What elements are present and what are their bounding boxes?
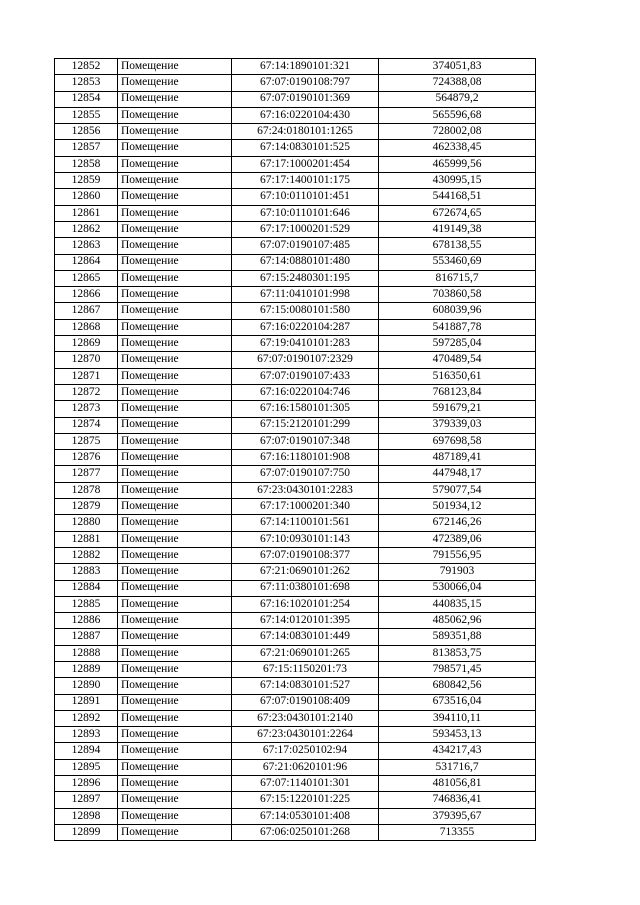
cadastral-number-cell: 67:15:1220101:225 bbox=[232, 792, 379, 808]
cadastral-number-cell: 67:10:0930101:143 bbox=[232, 531, 379, 547]
table-row bbox=[55, 596, 536, 612]
row-number-cell: 12875 bbox=[55, 433, 118, 449]
table-row bbox=[55, 124, 536, 140]
table-row bbox=[55, 401, 536, 417]
object-type-cell: Помещение bbox=[118, 124, 232, 140]
row-number-cell: 12869 bbox=[55, 336, 118, 352]
object-type-cell: Помещение bbox=[118, 824, 232, 840]
table-row bbox=[55, 91, 536, 107]
table-row bbox=[55, 59, 536, 75]
cadastral-value-cell: 487189,41 bbox=[379, 450, 536, 466]
cadastral-value-cell: 589351,88 bbox=[379, 629, 536, 645]
table-row bbox=[55, 238, 536, 254]
cadastral-number-cell: 67:17:1000201:529 bbox=[232, 221, 379, 237]
object-type-cell: Помещение bbox=[118, 189, 232, 205]
object-type-cell: Помещение bbox=[118, 678, 232, 694]
table-row bbox=[55, 270, 536, 286]
row-number-cell: 12864 bbox=[55, 254, 118, 270]
table-row bbox=[55, 645, 536, 661]
object-type-cell: Помещение bbox=[118, 107, 232, 123]
row-number-cell: 12890 bbox=[55, 678, 118, 694]
table-row bbox=[55, 629, 536, 645]
cadastral-value-cell: 728002,08 bbox=[379, 124, 536, 140]
row-number-cell: 12860 bbox=[55, 189, 118, 205]
row-number-cell: 12865 bbox=[55, 270, 118, 286]
cadastral-value-cell: 746836,41 bbox=[379, 792, 536, 808]
cadastral-number-cell: 67:07:0190108:377 bbox=[232, 547, 379, 563]
row-number-cell: 12896 bbox=[55, 776, 118, 792]
cadastral-value-cell: 470489,54 bbox=[379, 352, 536, 368]
object-type-cell: Помещение bbox=[118, 629, 232, 645]
row-number-cell: 12874 bbox=[55, 417, 118, 433]
table-row bbox=[55, 547, 536, 563]
row-number-cell: 12892 bbox=[55, 710, 118, 726]
row-number-cell: 12866 bbox=[55, 287, 118, 303]
object-type-cell: Помещение bbox=[118, 140, 232, 156]
cadastral-number-cell: 67:21:0690101:265 bbox=[232, 645, 379, 661]
cadastral-value-cell: 462338,45 bbox=[379, 140, 536, 156]
row-number-cell: 12881 bbox=[55, 531, 118, 547]
cadastral-value-cell: 791903 bbox=[379, 564, 536, 580]
cadastral-value-cell: 798571,45 bbox=[379, 661, 536, 677]
cadastral-number-cell: 67:21:0620101:96 bbox=[232, 759, 379, 775]
row-number-cell: 12871 bbox=[55, 368, 118, 384]
table-row bbox=[55, 336, 536, 352]
object-type-cell: Помещение bbox=[118, 270, 232, 286]
object-type-cell: Помещение bbox=[118, 547, 232, 563]
table-row bbox=[55, 156, 536, 172]
row-number-cell: 12895 bbox=[55, 759, 118, 775]
object-type-cell: Помещение bbox=[118, 727, 232, 743]
cadastral-number-cell: 67:07:0190108:409 bbox=[232, 694, 379, 710]
cadastral-number-cell: 67:23:0430101:2140 bbox=[232, 710, 379, 726]
row-number-cell: 12897 bbox=[55, 792, 118, 808]
row-number-cell: 12884 bbox=[55, 580, 118, 596]
table-row bbox=[55, 221, 536, 237]
row-number-cell: 12857 bbox=[55, 140, 118, 156]
cadastral-number-cell: 67:16:0220104:746 bbox=[232, 384, 379, 400]
object-type-cell: Помещение bbox=[118, 694, 232, 710]
table-row bbox=[55, 824, 536, 840]
cadastral-number-cell: 67:16:1580101:305 bbox=[232, 401, 379, 417]
table-row bbox=[55, 564, 536, 580]
cadastral-value-cell: 379395,67 bbox=[379, 808, 536, 824]
object-type-cell: Помещение bbox=[118, 466, 232, 482]
row-number-cell: 12894 bbox=[55, 743, 118, 759]
cadastral-value-cell: 713355 bbox=[379, 824, 536, 840]
cadastral-number-cell: 67:23:0430101:2283 bbox=[232, 482, 379, 498]
cadastral-number-cell: 67:14:0830101:525 bbox=[232, 140, 379, 156]
row-number-cell: 12880 bbox=[55, 515, 118, 531]
cadastral-value-cell: 465999,56 bbox=[379, 156, 536, 172]
table-row bbox=[55, 417, 536, 433]
object-type-cell: Помещение bbox=[118, 59, 232, 75]
cadastral-value-cell: 703860,58 bbox=[379, 287, 536, 303]
object-type-cell: Помещение bbox=[118, 75, 232, 91]
cadastral-value-cell: 672146,26 bbox=[379, 515, 536, 531]
object-type-cell: Помещение bbox=[118, 482, 232, 498]
cadastral-value-cell: 447948,17 bbox=[379, 466, 536, 482]
cadastral-number-cell: 67:16:1180101:908 bbox=[232, 450, 379, 466]
cadastral-number-cell: 67:16:0220104:430 bbox=[232, 107, 379, 123]
row-number-cell: 12882 bbox=[55, 547, 118, 563]
object-type-cell: Помещение bbox=[118, 287, 232, 303]
cadastral-number-cell: 67:17:1400101:175 bbox=[232, 173, 379, 189]
object-type-cell: Помещение bbox=[118, 173, 232, 189]
object-type-cell: Помещение bbox=[118, 450, 232, 466]
table-row bbox=[55, 678, 536, 694]
cadastral-value-cell: 816715,7 bbox=[379, 270, 536, 286]
row-number-cell: 12872 bbox=[55, 384, 118, 400]
cadastral-value-cell: 565596,68 bbox=[379, 107, 536, 123]
row-number-cell: 12852 bbox=[55, 59, 118, 75]
table-row bbox=[55, 368, 536, 384]
cadastral-value-cell: 591679,21 bbox=[379, 401, 536, 417]
table-row bbox=[55, 205, 536, 221]
cadastral-value-table bbox=[54, 58, 536, 841]
table-row bbox=[55, 173, 536, 189]
cadastral-value-cell: 678138,55 bbox=[379, 238, 536, 254]
table-row bbox=[55, 499, 536, 515]
table-row bbox=[55, 710, 536, 726]
object-type-cell: Помещение bbox=[118, 221, 232, 237]
row-number-cell: 12893 bbox=[55, 727, 118, 743]
cadastral-number-cell: 67:17:1000201:454 bbox=[232, 156, 379, 172]
cadastral-number-cell: 67:15:1150201:73 bbox=[232, 661, 379, 677]
object-type-cell: Помещение bbox=[118, 401, 232, 417]
cadastral-value-cell: 768123,84 bbox=[379, 384, 536, 400]
table-row bbox=[55, 694, 536, 710]
cadastral-value-cell: 530066,04 bbox=[379, 580, 536, 596]
cadastral-value-cell: 485062,96 bbox=[379, 613, 536, 629]
table-row bbox=[55, 75, 536, 91]
row-number-cell: 12855 bbox=[55, 107, 118, 123]
table-row bbox=[55, 661, 536, 677]
cadastral-number-cell: 67:23:0430101:2264 bbox=[232, 727, 379, 743]
row-number-cell: 12859 bbox=[55, 173, 118, 189]
cadastral-value-cell: 434217,43 bbox=[379, 743, 536, 759]
row-number-cell: 12878 bbox=[55, 482, 118, 498]
table-row bbox=[55, 352, 536, 368]
cadastral-number-cell: 67:11:0380101:698 bbox=[232, 580, 379, 596]
row-number-cell: 12883 bbox=[55, 564, 118, 580]
row-number-cell: 12853 bbox=[55, 75, 118, 91]
cadastral-value-cell: 419149,38 bbox=[379, 221, 536, 237]
cadastral-value-cell: 673516,04 bbox=[379, 694, 536, 710]
cadastral-number-cell: 67:17:0250102:94 bbox=[232, 743, 379, 759]
object-type-cell: Помещение bbox=[118, 156, 232, 172]
table-row bbox=[55, 319, 536, 335]
object-type-cell: Помещение bbox=[118, 91, 232, 107]
object-type-cell: Помещение bbox=[118, 417, 232, 433]
cadastral-number-cell: 67:19:0410101:283 bbox=[232, 336, 379, 352]
table-row bbox=[55, 433, 536, 449]
table-row bbox=[55, 759, 536, 775]
cadastral-value-cell: 531716,7 bbox=[379, 759, 536, 775]
table-row bbox=[55, 303, 536, 319]
table-row bbox=[55, 189, 536, 205]
row-number-cell: 12876 bbox=[55, 450, 118, 466]
row-number-cell: 12854 bbox=[55, 91, 118, 107]
table-row bbox=[55, 776, 536, 792]
cadastral-number-cell: 67:07:0190107:433 bbox=[232, 368, 379, 384]
cadastral-number-cell: 67:14:1890101:321 bbox=[232, 59, 379, 75]
object-type-cell: Помещение bbox=[118, 580, 232, 596]
row-number-cell: 12870 bbox=[55, 352, 118, 368]
row-number-cell: 12858 bbox=[55, 156, 118, 172]
table-row bbox=[55, 466, 536, 482]
cadastral-value-cell: 680842,56 bbox=[379, 678, 536, 694]
cadastral-number-cell: 67:07:0190101:369 bbox=[232, 91, 379, 107]
cadastral-value-cell: 430995,15 bbox=[379, 173, 536, 189]
object-type-cell: Помещение bbox=[118, 319, 232, 335]
cadastral-number-cell: 67:11:0410101:998 bbox=[232, 287, 379, 303]
object-type-cell: Помещение bbox=[118, 499, 232, 515]
table-row bbox=[55, 743, 536, 759]
cadastral-number-cell: 67:10:0110101:451 bbox=[232, 189, 379, 205]
row-number-cell: 12862 bbox=[55, 221, 118, 237]
row-number-cell: 12856 bbox=[55, 124, 118, 140]
table-row bbox=[55, 140, 536, 156]
cadastral-number-cell: 67:16:0220104:287 bbox=[232, 319, 379, 335]
table-row bbox=[55, 515, 536, 531]
row-number-cell: 12889 bbox=[55, 661, 118, 677]
cadastral-number-cell: 67:14:1100101:561 bbox=[232, 515, 379, 531]
table-row bbox=[55, 792, 536, 808]
cadastral-value-cell: 672674,65 bbox=[379, 205, 536, 221]
object-type-cell: Помещение bbox=[118, 759, 232, 775]
table-row bbox=[55, 580, 536, 596]
row-number-cell: 12885 bbox=[55, 596, 118, 612]
cadastral-value-cell: 516350,61 bbox=[379, 368, 536, 384]
object-type-cell: Помещение bbox=[118, 808, 232, 824]
cadastral-number-cell: 67:14:0120101:395 bbox=[232, 613, 379, 629]
row-number-cell: 12891 bbox=[55, 694, 118, 710]
object-type-cell: Помещение bbox=[118, 613, 232, 629]
object-type-cell: Помещение bbox=[118, 596, 232, 612]
row-number-cell: 12863 bbox=[55, 238, 118, 254]
cadastral-number-cell: 67:10:0110101:646 bbox=[232, 205, 379, 221]
table-row bbox=[55, 613, 536, 629]
cadastral-number-cell: 67:24:0180101:1265 bbox=[232, 124, 379, 140]
row-number-cell: 12879 bbox=[55, 499, 118, 515]
row-number-cell: 12899 bbox=[55, 824, 118, 840]
table-row bbox=[55, 254, 536, 270]
table-row bbox=[55, 107, 536, 123]
row-number-cell: 12898 bbox=[55, 808, 118, 824]
cadastral-number-cell: 67:21:0690101:262 bbox=[232, 564, 379, 580]
object-type-cell: Помещение bbox=[118, 645, 232, 661]
cadastral-number-cell: 67:17:1000201:340 bbox=[232, 499, 379, 515]
row-number-cell: 12868 bbox=[55, 319, 118, 335]
object-type-cell: Помещение bbox=[118, 336, 232, 352]
cadastral-number-cell: 67:07:1140101:301 bbox=[232, 776, 379, 792]
cadastral-number-cell: 67:14:0530101:408 bbox=[232, 808, 379, 824]
cadastral-number-cell: 67:14:0830101:527 bbox=[232, 678, 379, 694]
table-row bbox=[55, 531, 536, 547]
cadastral-number-cell: 67:07:0190107:2329 bbox=[232, 352, 379, 368]
table-row bbox=[55, 287, 536, 303]
object-type-cell: Помещение bbox=[118, 384, 232, 400]
object-type-cell: Помещение bbox=[118, 515, 232, 531]
object-type-cell: Помещение bbox=[118, 238, 232, 254]
cadastral-value-cell: 697698,58 bbox=[379, 433, 536, 449]
cadastral-value-cell: 394110,11 bbox=[379, 710, 536, 726]
cadastral-value-cell: 813853,75 bbox=[379, 645, 536, 661]
row-number-cell: 12867 bbox=[55, 303, 118, 319]
row-number-cell: 12888 bbox=[55, 645, 118, 661]
object-type-cell: Помещение bbox=[118, 303, 232, 319]
object-type-cell: Помещение bbox=[118, 710, 232, 726]
cadastral-value-cell: 541887,78 bbox=[379, 319, 536, 335]
cadastral-value-cell: 593453,13 bbox=[379, 727, 536, 743]
cadastral-value-cell: 481056,81 bbox=[379, 776, 536, 792]
object-type-cell: Помещение bbox=[118, 743, 232, 759]
cadastral-number-cell: 67:06:0250101:268 bbox=[232, 824, 379, 840]
table-row bbox=[55, 808, 536, 824]
cadastral-value-cell: 544168,51 bbox=[379, 189, 536, 205]
cadastral-value-cell: 553460,69 bbox=[379, 254, 536, 270]
cadastral-number-cell: 67:16:1020101:254 bbox=[232, 596, 379, 612]
row-number-cell: 12886 bbox=[55, 613, 118, 629]
row-number-cell: 12887 bbox=[55, 629, 118, 645]
table-row bbox=[55, 727, 536, 743]
cadastral-value-cell: 597285,04 bbox=[379, 336, 536, 352]
cadastral-value-cell: 608039,96 bbox=[379, 303, 536, 319]
table-row bbox=[55, 482, 536, 498]
object-type-cell: Помещение bbox=[118, 433, 232, 449]
cadastral-value-cell: 501934,12 bbox=[379, 499, 536, 515]
cadastral-value-cell: 472389,06 bbox=[379, 531, 536, 547]
cadastral-value-cell: 579077,54 bbox=[379, 482, 536, 498]
object-type-cell: Помещение bbox=[118, 254, 232, 270]
cadastral-value-cell: 564879,2 bbox=[379, 91, 536, 107]
row-number-cell: 12877 bbox=[55, 466, 118, 482]
cadastral-number-cell: 67:15:2480301:195 bbox=[232, 270, 379, 286]
cadastral-number-cell: 67:15:2120101:299 bbox=[232, 417, 379, 433]
object-type-cell: Помещение bbox=[118, 661, 232, 677]
table-row bbox=[55, 384, 536, 400]
table-body bbox=[55, 59, 536, 841]
cadastral-value-cell: 724388,08 bbox=[379, 75, 536, 91]
row-number-cell: 12861 bbox=[55, 205, 118, 221]
object-type-cell: Помещение bbox=[118, 776, 232, 792]
object-type-cell: Помещение bbox=[118, 564, 232, 580]
object-type-cell: Помещение bbox=[118, 531, 232, 547]
object-type-cell: Помещение bbox=[118, 205, 232, 221]
cadastral-number-cell: 67:07:0190108:797 bbox=[232, 75, 379, 91]
object-type-cell: Помещение bbox=[118, 368, 232, 384]
cadastral-number-cell: 67:07:0190107:485 bbox=[232, 238, 379, 254]
object-type-cell: Помещение bbox=[118, 352, 232, 368]
row-number-cell: 12873 bbox=[55, 401, 118, 417]
cadastral-value-cell: 374051,83 bbox=[379, 59, 536, 75]
object-type-cell: Помещение bbox=[118, 792, 232, 808]
cadastral-number-cell: 67:07:0190107:348 bbox=[232, 433, 379, 449]
cadastral-value-cell: 379339,03 bbox=[379, 417, 536, 433]
cadastral-number-cell: 67:14:0830101:449 bbox=[232, 629, 379, 645]
cadastral-value-cell: 440835,15 bbox=[379, 596, 536, 612]
cadastral-value-cell: 791556,95 bbox=[379, 547, 536, 563]
cadastral-number-cell: 67:14:0880101:480 bbox=[232, 254, 379, 270]
cadastral-number-cell: 67:15:0080101:580 bbox=[232, 303, 379, 319]
cadastral-number-cell: 67:07:0190107:750 bbox=[232, 466, 379, 482]
table-row bbox=[55, 450, 536, 466]
